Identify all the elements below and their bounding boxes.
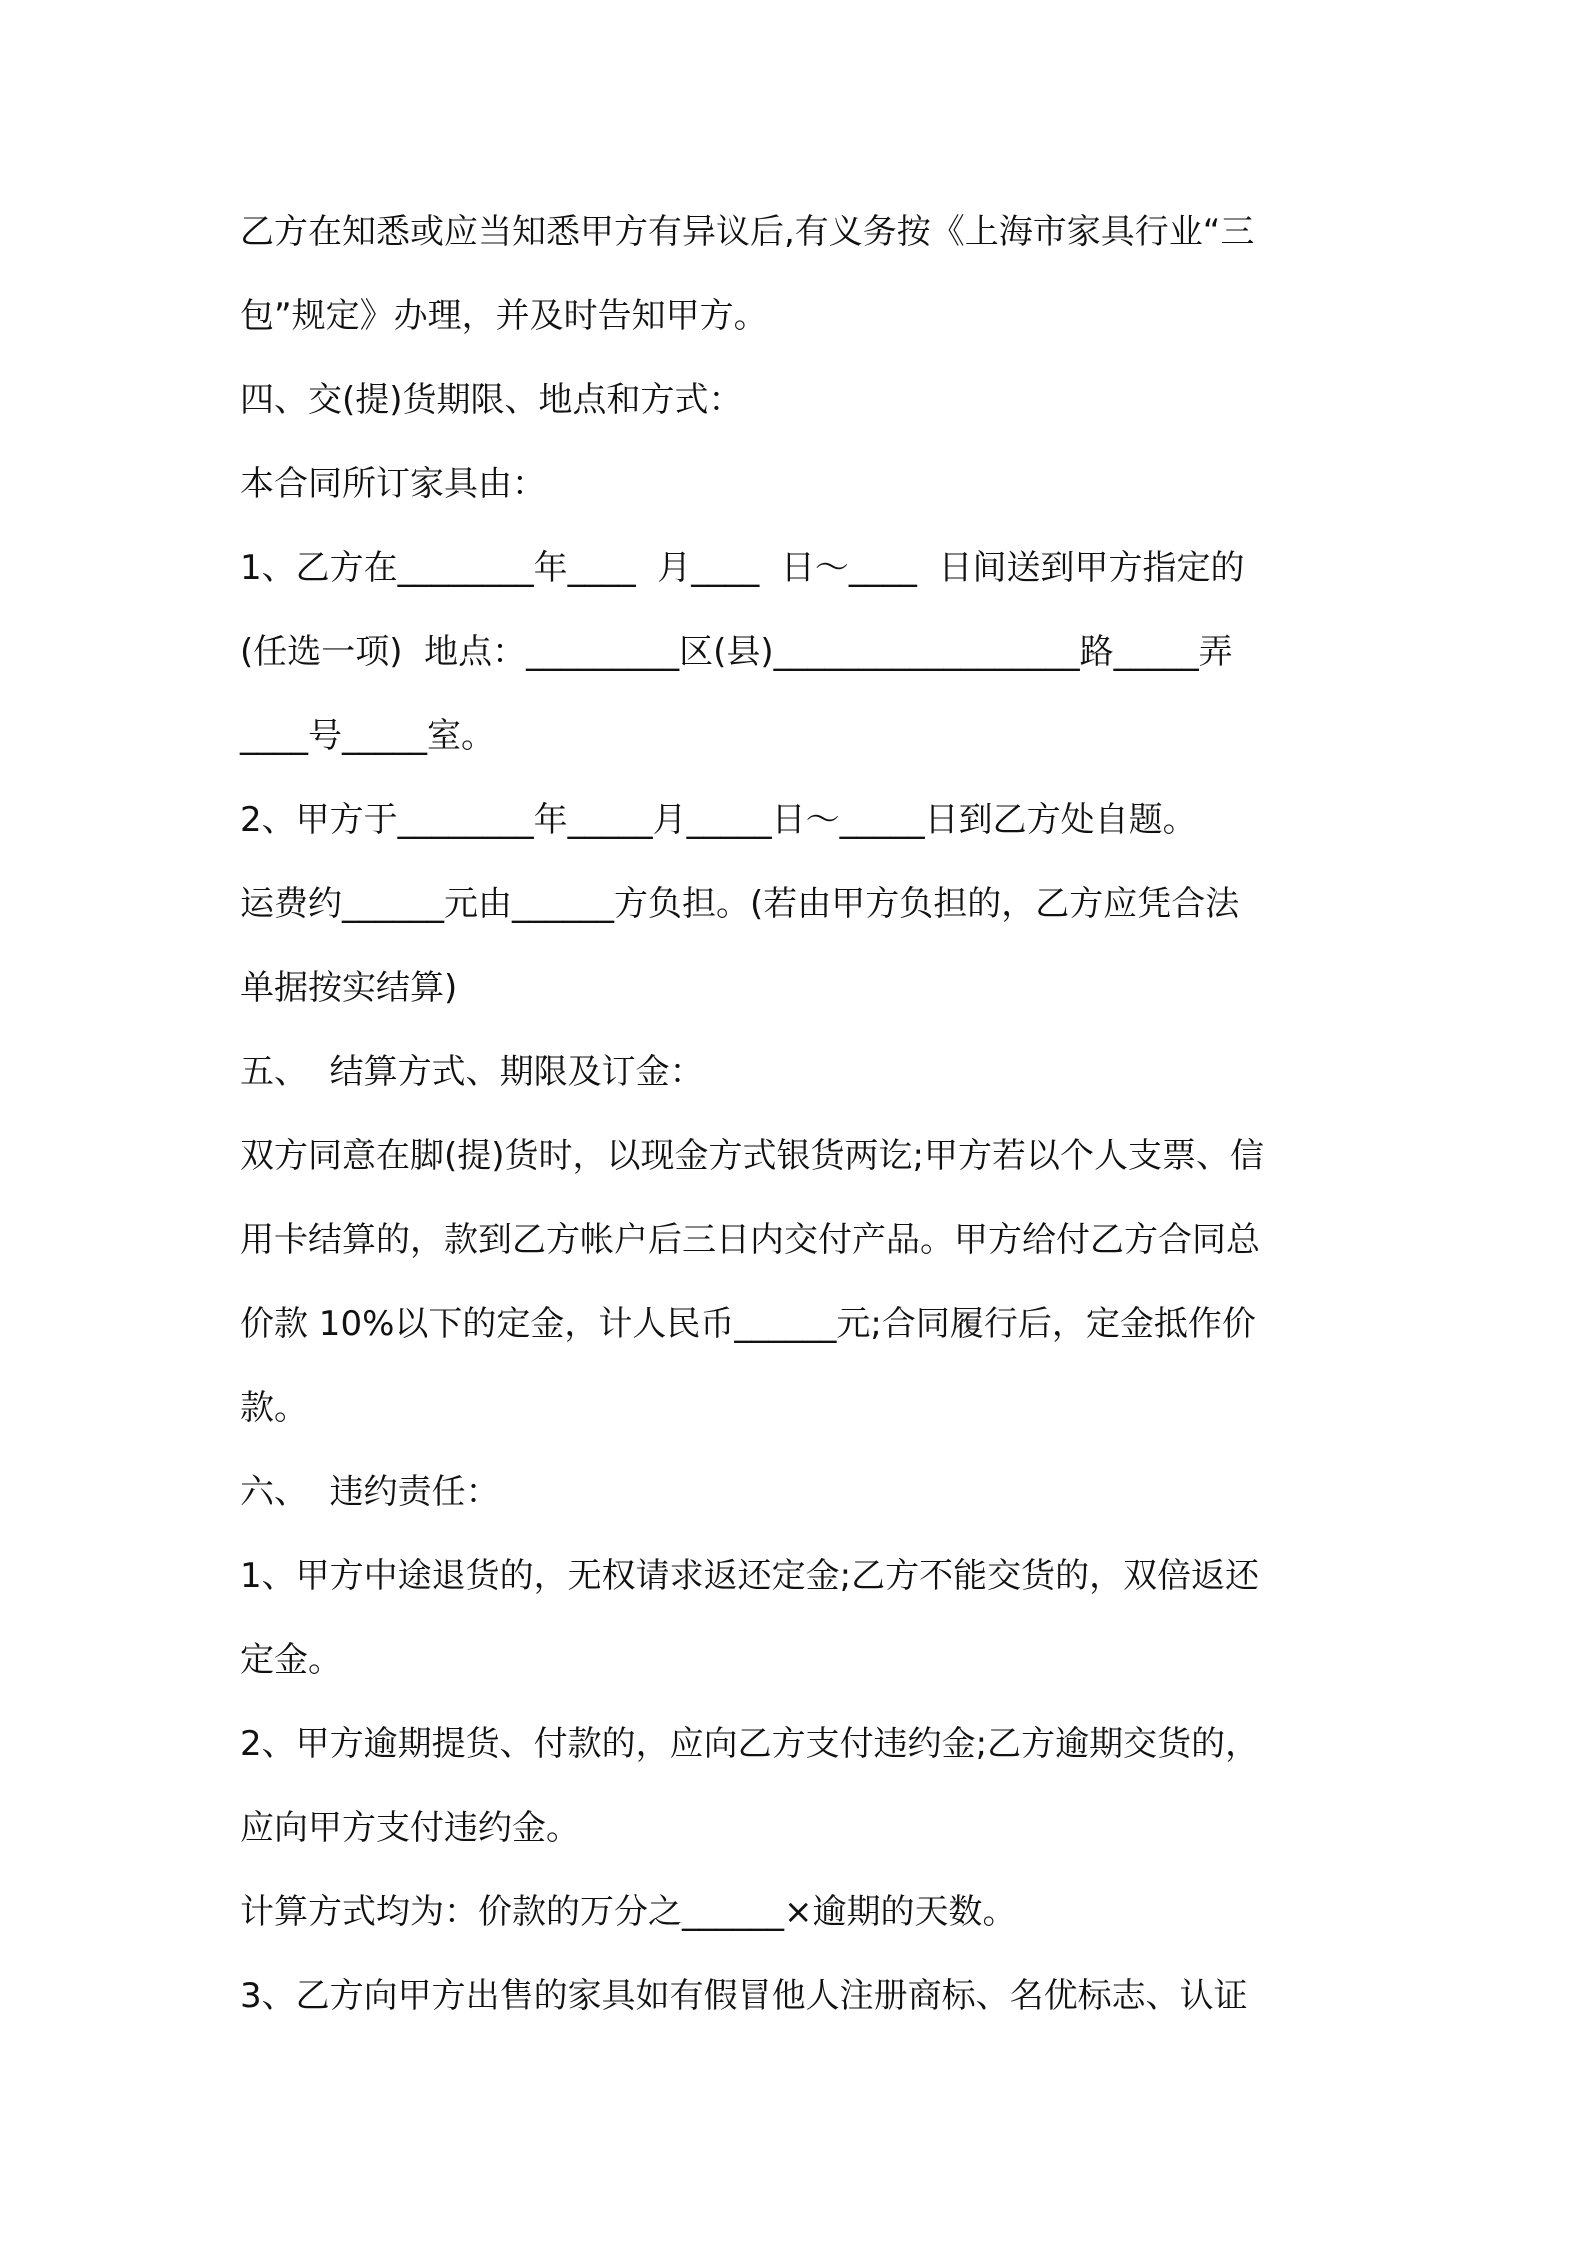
section-heading: 四、交(提)货期限、地点和方式： (240, 380, 743, 420)
text-line: 应向甲方支付违约金。 (240, 1808, 580, 1848)
text-line: 款。 (240, 1388, 308, 1428)
text-line: 定金。 (240, 1640, 342, 1680)
text-line: 包”规定》办理，并及时告知甲方。 (240, 296, 768, 336)
text-line: 单据按实结算) (240, 968, 458, 1008)
text-line: 1、乙方在________年____ 月____ 日～____ 日间送到甲方指定的 (240, 548, 1245, 588)
section-heading: 六、 违约责任： (240, 1472, 500, 1512)
text-line: 价款 10%以下的定金，计人民币______元;合同履行后，定金抵作价 (240, 1304, 1256, 1344)
text-line: 2、甲方于________年_____月_____日～_____日到乙方处自题。 (240, 800, 1197, 840)
text-line: 运费约______元由______方负担。(若由甲方负担的，乙方应凭合法 (240, 884, 1240, 924)
text-line: 用卡结算的，款到乙方帐户后三日内交付产品。甲方给付乙方合同总 (240, 1220, 1260, 1260)
text-line: 2、甲方逾期提货、付款的，应向乙方支付违约金;乙方逾期交货的， (240, 1724, 1260, 1764)
text-line: 1、甲方中途退货的，无权请求返还定金;乙方不能交货的，双倍返还 (240, 1556, 1260, 1596)
text-line: 乙方在知悉或应当知悉甲方有异议后,有义务按《上海市家具行业“三 (240, 212, 1255, 252)
document-page (240, 203, 1350, 2051)
text-line: (任选一项) 地点：_________区(县)__________________路_____弄 (240, 632, 1233, 672)
section-heading: 五、 结算方式、期限及订金： (240, 1052, 704, 1092)
text-line: 双方同意在脚(提)货时，以现金方式银货两讫;甲方若以个人支票、信 (240, 1136, 1264, 1176)
text-line: ____号_____室。 (240, 716, 495, 756)
text-line: 本合同所订家具由： (240, 464, 546, 504)
text-line: 计算方式均为：价款的万分之______×逾期的天数。 (240, 1892, 1017, 1932)
text-line: 3、乙方向甲方出售的家具如有假冒他人注册商标、名优标志、认证 (240, 1976, 1248, 2016)
